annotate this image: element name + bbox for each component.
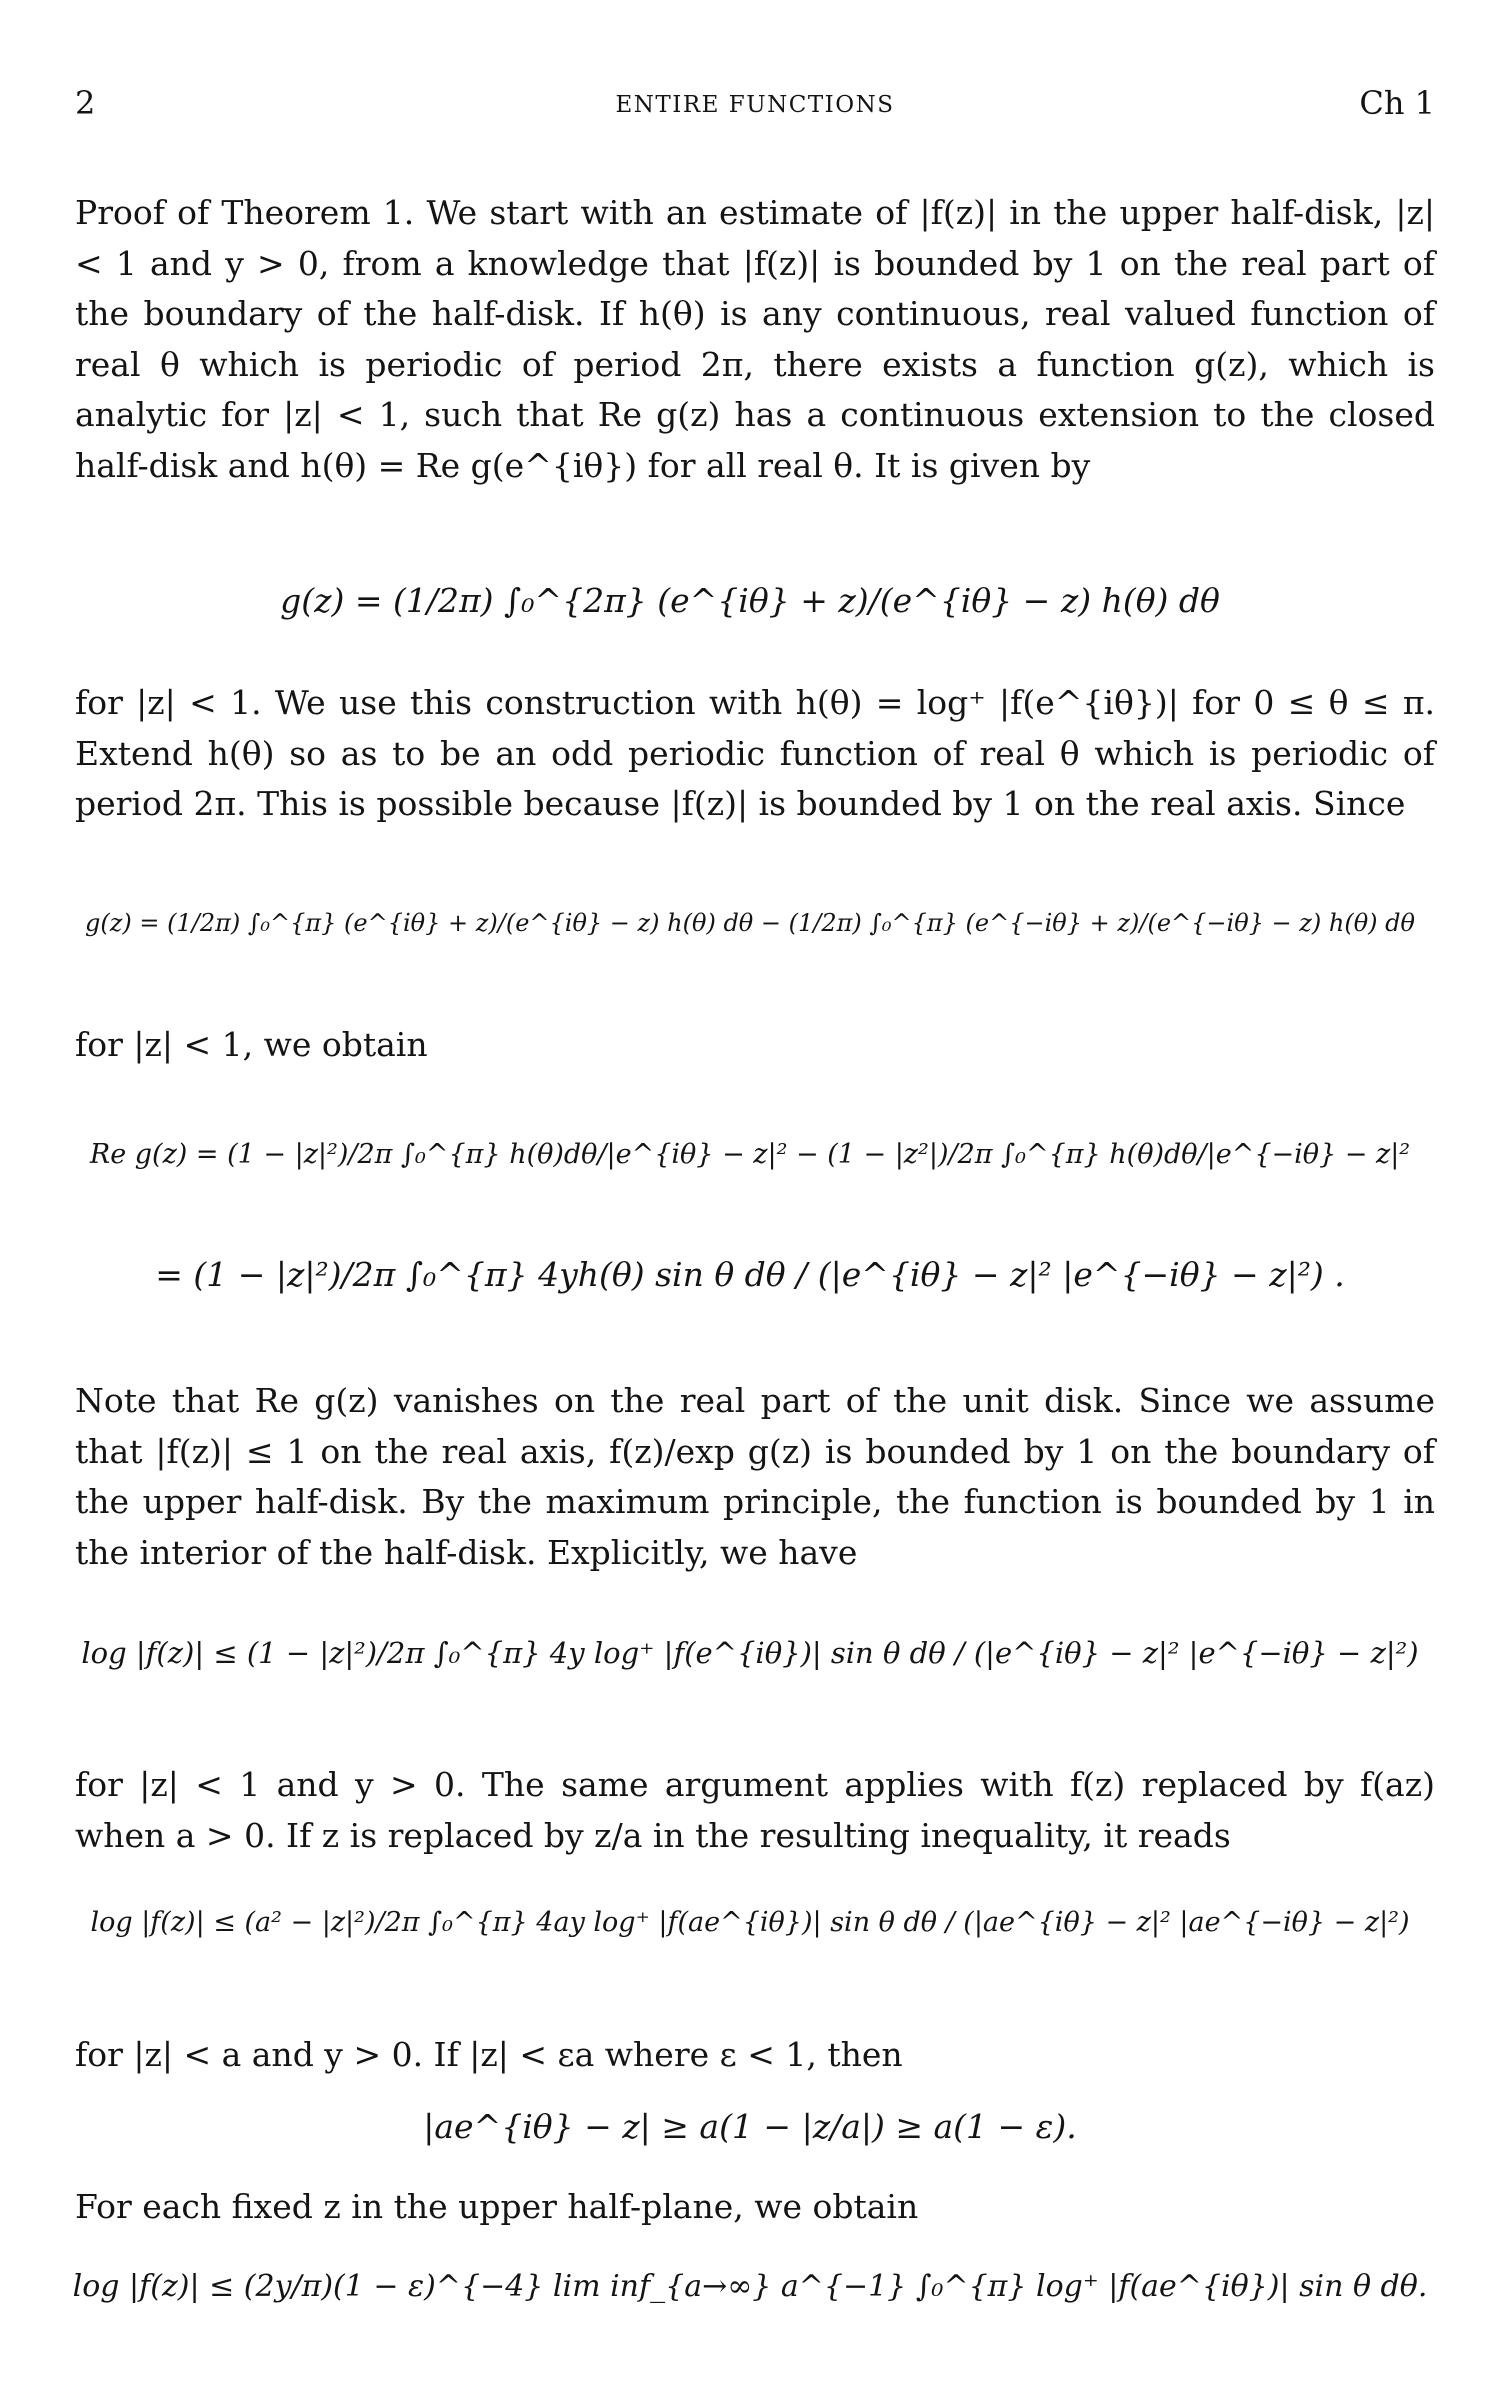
page-number: 2	[75, 84, 96, 122]
equation-distance-bound: |ae^{iθ} − z| ≥ a(1 − |z/a|) ≥ a(1 − ε).	[423, 2107, 1077, 2146]
paragraph-fixed-z: For each fixed z in the upper half-plane, we obtain	[75, 2187, 919, 2226]
equation-g-split: g(z) = (1/2π) ∫₀^{π} (e^{iθ} + z)/(e^{iθ} − z) h(θ) dθ − (1/2π) ∫₀^{π} (e^{−iθ} + z)/(e^{−iθ} − z) h(θ) dθ	[85, 909, 1415, 937]
equation-log-bound-scaled: log |f(z)| ≤ (a² − |z|²)/2π ∫₀^{π} 4ay log⁺ |f(ae^{iθ})| sin θ dθ / (|ae^{iθ} − z|² |ae^{−iθ} − z|²)	[90, 1907, 1410, 1938]
running-header	[75, 84, 1435, 124]
chapter-label: Ch 1	[1359, 84, 1435, 122]
paragraph-epsilon: for |z| < a and y > 0. If |z| < εa where ε < 1, then	[75, 2035, 903, 2074]
paragraph-we-obtain: for |z| < 1, we obtain	[75, 1025, 428, 1064]
running-title: ENTIRE FUNCTIONS	[615, 92, 895, 118]
equation-poisson-integral: g(z) = (1/2π) ∫₀^{2π} (e^{iθ} + z)/(e^{iθ} − z) h(θ) dθ	[280, 581, 1220, 620]
equation-re-g-simplified: = (1 − |z|²)/2π ∫₀^{π} 4yh(θ) sin θ dθ / (|e^{iθ} − z|² |e^{−iθ} − z|²) .	[155, 1255, 1345, 1294]
paragraph-construction: for |z| < 1. We use this construction with h(θ) = log⁺ |f(e^{iθ})| for 0 ≤ θ ≤ π. Extend h(θ) so as to be an odd periodic function of real θ which is periodic of period 2π. This is possible because |f(z)| is bounded by 1 on the real axis. Since	[75, 683, 1435, 823]
equation-final-limit: log |f(z)| ≤ (2y/π)(1 − ε)^{−4} lim inf_{a→∞} a^{−1} ∫₀^{π} log⁺ |f(ae^{iθ})| sin θ dθ.	[72, 2269, 1428, 2304]
equation-log-bound: log |f(z)| ≤ (1 − |z|²)/2π ∫₀^{π} 4y log⁺ |f(e^{iθ})| sin θ dθ / (|e^{iθ} − z|² |e^{−iθ} − z|²)	[81, 1636, 1419, 1670]
equation-re-g: Re g(z) = (1 − |z|²)/2π ∫₀^{π} h(θ)dθ/|e^{iθ} − z|² − (1 − |z²|)/2π ∫₀^{π} h(θ)dθ/|e^{−iθ} − z|²	[89, 1139, 1411, 1170]
paragraph-proof-intro: Proof of Theorem 1. We start with an estimate of |f(z)| in the upper half-disk, |z| < 1 and y > 0, from a knowledge that |f(z)| is bounded by 1 on the real part of the boundary of the half-disk. If h(θ) is any continuous, real valued function of real θ which is periodic of period 2π, there exists a function g(z), which is analytic for |z| < 1, such that Re g(z) has a continuous extension to the closed half-disk and h(θ) = Re g(e^{iθ}) for all real θ. It is given by	[75, 193, 1435, 485]
paragraph-scaling: for |z| < 1 and y > 0. The same argument applies with f(z) replaced by f(az) when a > 0. If z is replaced by z/a in the resulting inequality, it reads	[75, 1765, 1435, 1855]
paragraph-maximum-principle: Note that Re g(z) vanishes on the real part of the unit disk. Since we assume that |f(z)| ≤ 1 on the real axis, f(z)/exp g(z) is bounded by 1 on the boundary of the upper half-disk. By the maximum principle, the function is bounded by 1 in the interior of the half-disk. Explicitly, we have	[75, 1381, 1435, 1572]
